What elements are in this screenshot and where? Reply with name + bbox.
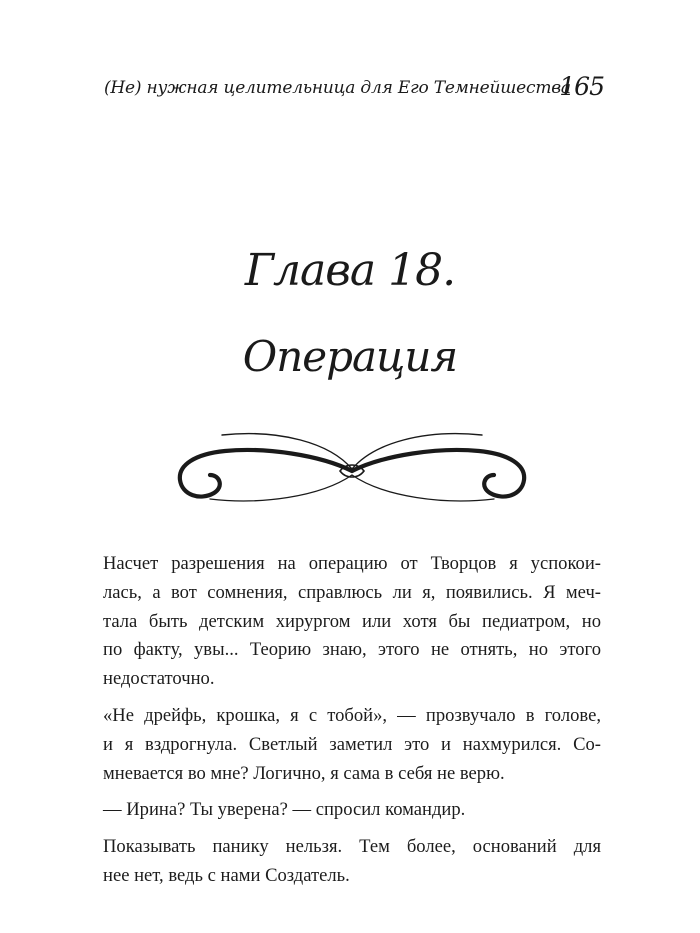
- text-line: нее нет, ведь с нами Создатель.: [103, 864, 350, 886]
- chapter-title: Операция: [242, 332, 458, 381]
- text-line: недостаточно.: [103, 668, 215, 690]
- body-text: [103, 550, 601, 899]
- paragraph: [103, 833, 601, 891]
- running-header: [104, 68, 604, 108]
- chapter-number: Глава 18.: [244, 245, 456, 296]
- text-line: — Ирина? Ты уверена? — спросил командир.: [103, 799, 466, 821]
- text-line: мневается во мне? Логично, я сама в себя не верю.: [103, 762, 505, 784]
- paragraph: [103, 702, 601, 788]
- text-line: и я вздрогнула. Светлый заметил это и нахмурился. Со-: [103, 733, 601, 755]
- text-line: по факту, увы... Теорию знаю, этого не отнять, но этого: [103, 639, 601, 661]
- text-line: Показывать панику нельзя. Тем более, оснований для: [103, 836, 601, 858]
- paragraph: [103, 550, 601, 694]
- text-line: Насчет разрешения на операцию от Творцов я успокои-: [103, 553, 601, 574]
- text-line: «Не дрейфь, крошка, я с тобой», — прозвучало в голове,: [103, 704, 601, 726]
- chapter-heading: [0, 240, 700, 388]
- text-line: лась, а вот сомнения, справлюсь ли я, появились. Я меч-: [103, 581, 601, 603]
- running-title: (Не) нужная целительница для Его Темнейшества: [104, 78, 571, 98]
- paragraph: [103, 796, 601, 825]
- text-line: тала быть детским хирургом или хотя бы педиатром, но: [103, 610, 601, 632]
- flourish-divider-icon: [170, 425, 535, 515]
- page-number: 165: [559, 72, 604, 101]
